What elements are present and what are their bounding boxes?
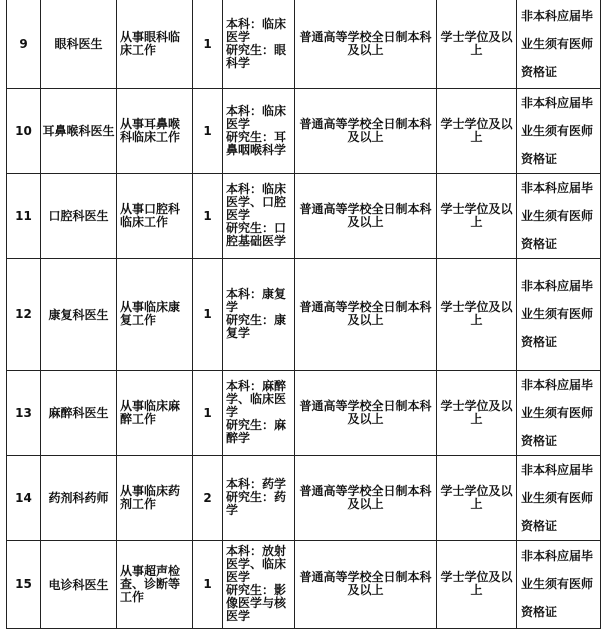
major-requirement <box>223 173 295 258</box>
education-requirement <box>295 540 437 628</box>
row-number <box>7 173 41 258</box>
hiring-count-text: 1 <box>203 208 212 223</box>
position-name <box>41 173 117 258</box>
major-requirement-text: 本科：临床医学 研究生：眼科学 <box>226 16 287 70</box>
major-requirement <box>223 88 295 173</box>
job-duty-text: 从事临床麻醉工作 <box>120 398 181 426</box>
education-requirement <box>295 173 437 258</box>
position-name-text: 药剂科药师 <box>48 491 109 505</box>
major-requirement-text: 本科：临床医学 研究生：耳鼻咽喉科学 <box>226 103 287 157</box>
other-requirement-text: 非本科应届毕业生须有医师资格证 <box>521 377 594 448</box>
other-requirement-text: 非本科应届毕业生须有医师资格证 <box>521 549 594 619</box>
other-requirement <box>517 258 601 370</box>
education-requirement-text: 普通高等学校全日制本科及以上 <box>299 570 432 597</box>
hiring-count <box>193 540 223 628</box>
position-name <box>41 0 117 88</box>
job-duty <box>117 258 193 370</box>
degree-requirement-text: 学士学位及以上 <box>440 398 513 426</box>
degree-requirement-text: 学士学位及以上 <box>440 201 513 229</box>
row-number <box>7 0 41 88</box>
other-requirement <box>517 540 601 628</box>
hiring-count-text: 1 <box>203 123 212 138</box>
row-number <box>7 370 41 455</box>
job-duty-text: 从事超声检查、诊断等工作 <box>120 563 181 604</box>
degree-requirement <box>437 173 517 258</box>
education-requirement-text: 普通高等学校全日制本科及以上 <box>299 300 432 327</box>
job-duty <box>117 173 193 258</box>
job-duty-text: 从事眼科临床工作 <box>120 29 181 57</box>
hiring-count-text: 1 <box>203 577 212 591</box>
education-requirement <box>295 0 437 88</box>
hiring-count <box>193 258 223 370</box>
table-row <box>7 370 601 455</box>
position-name <box>41 455 117 540</box>
other-requirement-text: 非本科应届毕业生须有医师资格证 <box>521 279 594 349</box>
education-requirement <box>295 370 437 455</box>
hiring-count <box>193 455 223 540</box>
major-requirement-text: 本科：麻醉学、临床医学 研究生：麻醉学 <box>226 379 287 445</box>
degree-requirement-text: 学士学位及以上 <box>440 29 513 57</box>
position-name-text: 麻醉科医生 <box>48 406 109 420</box>
major-requirement-text: 本科：临床医学、口腔医学 研究生：口腔基础医学 <box>226 182 287 248</box>
job-duty <box>117 88 193 173</box>
education-requirement-text: 普通高等学校全日制本科及以上 <box>299 483 432 511</box>
position-name-text: 眼科医生 <box>54 37 103 52</box>
other-requirement <box>517 88 601 173</box>
other-requirement-text: 非本科应届毕业生须有医师资格证 <box>521 8 594 79</box>
row-number <box>7 455 41 540</box>
major-requirement-text: 本科：放射医学、临床医学 研究生：影像医学与核医学 <box>226 544 287 623</box>
position-name <box>41 370 117 455</box>
hiring-count <box>193 0 223 88</box>
degree-requirement <box>437 370 517 455</box>
major-requirement <box>223 455 295 540</box>
education-requirement-text: 普通高等学校全日制本科及以上 <box>299 201 432 229</box>
recruitment-table <box>6 0 601 629</box>
education-requirement-text: 普通高等学校全日制本科及以上 <box>299 29 432 57</box>
degree-requirement-text: 学士学位及以上 <box>440 570 513 597</box>
degree-requirement <box>437 540 517 628</box>
job-duty <box>117 0 193 88</box>
education-requirement-text: 普通高等学校全日制本科及以上 <box>299 116 432 144</box>
job-duty-text: 从事临床药剂工作 <box>120 483 181 511</box>
row-number-text: 10 <box>15 123 32 138</box>
position-name <box>41 540 117 628</box>
table-row <box>7 88 601 173</box>
row-number-text: 11 <box>15 208 32 223</box>
table-row <box>7 455 601 540</box>
table-row <box>7 0 601 88</box>
education-requirement <box>295 88 437 173</box>
row-number <box>7 258 41 370</box>
job-duty-text: 从事口腔科临床工作 <box>120 201 181 229</box>
job-duty <box>117 455 193 540</box>
degree-requirement <box>437 258 517 370</box>
other-requirement-text: 非本科应届毕业生须有医师资格证 <box>521 95 594 166</box>
table-row <box>7 540 601 628</box>
job-duty-text: 从事临床康复工作 <box>120 300 181 327</box>
degree-requirement <box>437 455 517 540</box>
hiring-count-text: 1 <box>203 405 212 420</box>
degree-requirement-text: 学士学位及以上 <box>440 300 513 327</box>
position-name-text: 口腔科医生 <box>48 209 109 223</box>
position-name-text: 电诊科医生 <box>48 577 109 592</box>
other-requirement <box>517 455 601 540</box>
row-number-text: 15 <box>15 577 32 591</box>
job-duty <box>117 540 193 628</box>
row-number <box>7 88 41 173</box>
position-name-text: 康复科医生 <box>48 307 109 322</box>
hiring-count <box>193 88 223 173</box>
row-number-text: 14 <box>15 490 32 505</box>
degree-requirement <box>437 88 517 173</box>
education-requirement <box>295 258 437 370</box>
table-row <box>7 173 601 258</box>
degree-requirement-text: 学士学位及以上 <box>440 116 513 144</box>
major-requirement <box>223 370 295 455</box>
other-requirement-text: 非本科应届毕业生须有医师资格证 <box>521 180 594 251</box>
row-number-text: 13 <box>15 405 32 420</box>
row-number-text: 12 <box>15 307 32 321</box>
major-requirement-text: 本科：康复学 研究生：康复学 <box>226 287 287 340</box>
hiring-count-text: 1 <box>203 307 212 321</box>
job-duty <box>117 370 193 455</box>
hiring-count-text: 1 <box>203 36 212 51</box>
hiring-count-text: 2 <box>203 490 212 505</box>
job-duty-text: 从事耳鼻喉科临床工作 <box>120 116 181 144</box>
other-requirement-text: 非本科应届毕业生须有医师资格证 <box>521 462 594 533</box>
major-requirement <box>223 258 295 370</box>
other-requirement <box>517 0 601 88</box>
education-requirement-text: 普通高等学校全日制本科及以上 <box>299 398 432 426</box>
position-name-text: 耳鼻喉科医生 <box>42 124 115 138</box>
major-requirement <box>223 540 295 628</box>
hiring-count <box>193 370 223 455</box>
major-requirement <box>223 0 295 88</box>
other-requirement <box>517 370 601 455</box>
table-row <box>7 258 601 370</box>
hiring-count <box>193 173 223 258</box>
other-requirement <box>517 173 601 258</box>
degree-requirement-text: 学士学位及以上 <box>440 483 513 511</box>
degree-requirement <box>437 0 517 88</box>
row-number-text: 9 <box>19 36 28 51</box>
education-requirement <box>295 455 437 540</box>
position-name <box>41 88 117 173</box>
position-name <box>41 258 117 370</box>
major-requirement-text: 本科：药学 研究生：药学 <box>226 477 287 517</box>
row-number <box>7 540 41 628</box>
